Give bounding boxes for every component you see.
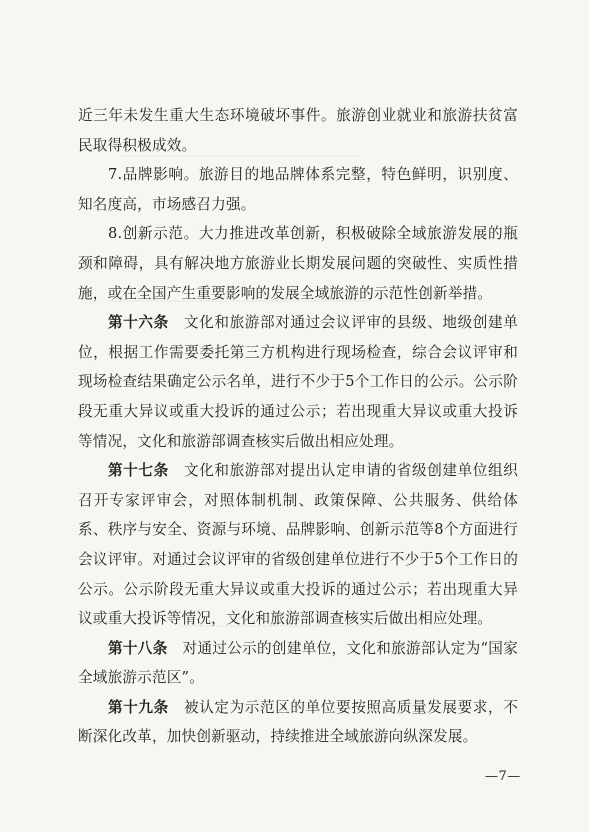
paragraph-text: 8.创新示范。大力推进改革创新，积极破除全域旅游发展的瓶颈和障碍，具有解决地方旅游业长期发展问题的突破性、实质性措施，或在全国产生重要影响的发展全域旅游的示范性创新举措。	[78, 225, 518, 302]
paragraph-brand-impact	[78, 160, 518, 219]
article-text: 对通过公示的创建单位，文化和旅游部认定为“国家全域旅游示范区”。	[78, 639, 518, 687]
page-number: —7—	[485, 769, 521, 784]
article-text: 文化和旅游部对提出认定申请的省级创建单位组织召开专家评审会，对照体制机制、政策保障、公共服务、供给体系、秩序与安全、资源与环境、品牌影响、创新示范等8个方面进行会议评审。对通过会议评审的省级创建单位进行不少于5个工作日的公示。公示阶段无重大异议或重大投诉的通过公示；若出现重大异议或重大投诉等情况，文化和旅游部调查核实后做出相应处理。	[78, 462, 518, 628]
article-18	[78, 634, 518, 693]
article-heading: 第十七条	[108, 462, 169, 480]
document-body	[78, 101, 518, 752]
paragraph-innovation	[78, 219, 518, 308]
paragraph-text: 近三年未发生重大生态环境破坏事件。旅游创业就业和旅游扶贫富民取得积极成效。	[78, 107, 518, 154]
article-heading: 第十九条	[108, 698, 169, 716]
article-16	[78, 308, 518, 456]
article-19	[78, 693, 518, 752]
article-17	[78, 456, 518, 634]
article-heading: 第十八条	[108, 639, 168, 657]
paragraph-continuation	[78, 101, 518, 160]
article-text: 文化和旅游部对通过会议评审的县级、地级创建单位，根据工作需要委托第三方机构进行现场检查，综合会议评审和现场检查结果确定公示名单，进行不少于5个工作日的公示。公示阶段无重大异议或重大投诉的通过公示；若出现重大异议或重大投诉等情况，文化和旅游部调查核实后做出相应处理。	[78, 314, 518, 450]
paragraph-text: 7.品牌影响。旅游目的地品牌体系完整，特色鲜明，识别度、知名度高，市场感召力强。	[78, 166, 518, 213]
article-heading: 第十六条	[108, 314, 169, 332]
article-text: 被认定为示范区的单位要按照高质量发展要求，不断深化改革，加快创新驱动，持续推进全域旅游向纵深发展。	[78, 698, 518, 746]
